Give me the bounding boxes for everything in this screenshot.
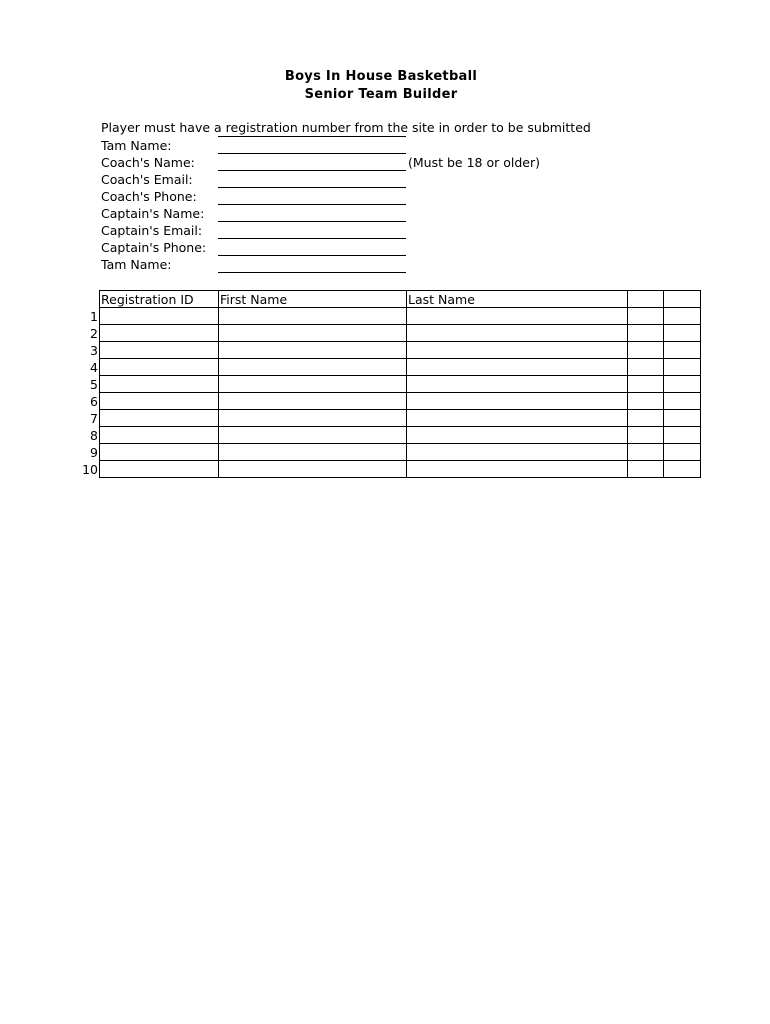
row-number: 5 (90, 377, 98, 392)
extra-cell-2[interactable] (664, 410, 701, 427)
last-name-cell[interactable] (407, 359, 628, 376)
extra-cell-1[interactable] (628, 308, 664, 325)
registration-id-cell[interactable] (100, 325, 219, 342)
coach-name-underline (218, 170, 406, 171)
extra-cell-2[interactable] (664, 359, 701, 376)
row-number: 4 (90, 360, 98, 375)
last-name-cell[interactable] (407, 444, 628, 461)
extra-cell-1[interactable] (628, 393, 664, 410)
roster-body (100, 308, 701, 478)
last-name-cell[interactable] (407, 342, 628, 359)
last-name-cell[interactable] (407, 325, 628, 342)
coach-email-label: Coach's Email: (101, 172, 193, 187)
column-header-extra-2 (664, 291, 701, 308)
captain-email-field[interactable] (218, 238, 406, 239)
first-name-cell[interactable] (219, 444, 407, 461)
row-number: 9 (90, 445, 98, 460)
extra-cell-1[interactable] (628, 444, 664, 461)
extra-cell-2[interactable] (664, 342, 701, 359)
captain-phone-field[interactable] (218, 255, 406, 256)
registration-id-cell[interactable] (100, 461, 219, 478)
roster-table (99, 290, 701, 478)
extra-cell-1[interactable] (628, 461, 664, 478)
registration-id-cell[interactable] (100, 427, 219, 444)
column-header-first-name: First Name (219, 291, 407, 308)
team-name-field[interactable] (218, 136, 406, 137)
first-name-cell[interactable] (219, 376, 407, 393)
row-number: 1 (90, 309, 98, 324)
document-subtitle: Senior Team Builder (304, 87, 458, 102)
coach-email-field[interactable] (218, 187, 406, 188)
coach-age-hint: (Must be 18 or older) (408, 155, 540, 170)
extra-cell-1[interactable] (628, 376, 664, 393)
team-name-2-field[interactable] (218, 272, 406, 273)
extra-cell-2[interactable] (664, 461, 701, 478)
team-name-label: Tam Name: (101, 138, 172, 153)
registration-note: Player must have a registration number from the site in order to be submitted (101, 120, 591, 135)
captain-phone-label: Captain's Phone: (101, 240, 207, 255)
table-row (100, 342, 701, 359)
extra-cell-2[interactable] (664, 376, 701, 393)
extra-cell-1[interactable] (628, 325, 664, 342)
coach-name-label: Coach's Name: (101, 155, 195, 170)
table-row (100, 308, 701, 325)
table-row (100, 376, 701, 393)
row-number: 10 (82, 462, 98, 477)
first-name-cell[interactable] (219, 393, 407, 410)
first-name-cell[interactable] (219, 461, 407, 478)
document-title: Boys In House Basketball (284, 69, 478, 84)
last-name-cell[interactable] (407, 376, 628, 393)
first-name-cell[interactable] (219, 410, 407, 427)
row-number: 7 (90, 411, 98, 426)
last-name-cell[interactable] (407, 308, 628, 325)
registration-id-cell[interactable] (100, 393, 219, 410)
registration-id-cell[interactable] (100, 376, 219, 393)
extra-cell-1[interactable] (628, 427, 664, 444)
captain-name-field[interactable] (218, 221, 406, 222)
first-name-cell[interactable] (219, 308, 407, 325)
extra-cell-1[interactable] (628, 342, 664, 359)
extra-cell-2[interactable] (664, 393, 701, 410)
extra-cell-2[interactable] (664, 308, 701, 325)
row-number: 6 (90, 394, 98, 409)
coach-phone-label: Coach's Phone: (101, 189, 197, 204)
captain-name-label: Captain's Name: (101, 206, 205, 221)
last-name-cell[interactable] (407, 427, 628, 444)
roster-header-row (100, 291, 701, 308)
extra-cell-2[interactable] (664, 444, 701, 461)
table-row (100, 444, 701, 461)
registration-id-cell[interactable] (100, 444, 219, 461)
first-name-cell[interactable] (219, 359, 407, 376)
last-name-cell[interactable] (407, 461, 628, 478)
extra-cell-2[interactable] (664, 427, 701, 444)
first-name-cell[interactable] (219, 342, 407, 359)
first-name-cell[interactable] (219, 427, 407, 444)
table-row (100, 410, 701, 427)
captain-email-label: Captain's Email: (101, 223, 203, 238)
last-name-cell[interactable] (407, 393, 628, 410)
extra-cell-2[interactable] (664, 325, 701, 342)
extra-cell-1[interactable] (628, 359, 664, 376)
column-header-extra-1 (628, 291, 664, 308)
table-row (100, 393, 701, 410)
row-number: 8 (90, 428, 98, 443)
first-name-cell[interactable] (219, 325, 407, 342)
last-name-cell[interactable] (407, 410, 628, 427)
extra-cell-1[interactable] (628, 410, 664, 427)
registration-id-cell[interactable] (100, 308, 219, 325)
team-name-2-label: Tam Name: (101, 257, 172, 272)
row-number: 2 (90, 326, 98, 341)
table-row (100, 427, 701, 444)
registration-id-cell[interactable] (100, 410, 219, 427)
row-number: 3 (90, 343, 98, 358)
column-header-registration-id: Registration ID (100, 291, 219, 308)
registration-id-cell[interactable] (100, 359, 219, 376)
coach-name-field[interactable] (218, 153, 406, 154)
column-header-last-name: Last Name (407, 291, 628, 308)
table-row (100, 461, 701, 478)
registration-id-cell[interactable] (100, 342, 219, 359)
coach-phone-field[interactable] (218, 204, 406, 205)
table-row (100, 325, 701, 342)
table-row (100, 359, 701, 376)
